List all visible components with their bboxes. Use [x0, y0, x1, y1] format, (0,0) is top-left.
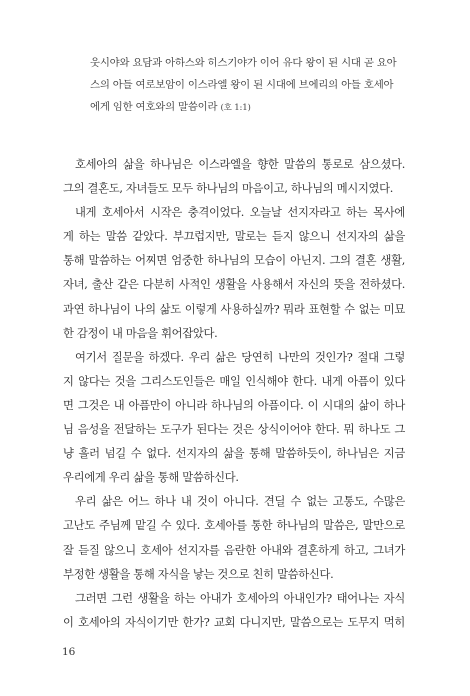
text-line: 이 호세아의 자식이기만 한가? 교회 다니지만, 말씀으로는 도무지 먹히 — [63, 615, 405, 629]
epigraph-quote — [90, 52, 410, 119]
text-line: 그의 결혼도, 자녀들도 모두 하나님의 마음이고, 하나님의 메시지였다. — [63, 182, 394, 196]
text-line: 여기서 질문을 하겠다. 우리 삶은 당연히 나만의 것인가? 절대 그렇 — [75, 350, 405, 364]
text-line: 과연 하나님이 나의 삶도 이렇게 사용하실까? 뭐라 표현할 수 없는 미묘 — [63, 302, 405, 316]
paragraph-5 — [63, 587, 405, 635]
text-line: 면 그것은 내 아픔만이 아니라 하나님의 아픔이다. 이 시대의 삶이 하나 — [63, 398, 405, 412]
quote-line-text: 에게 임한 여호와의 말씀이라 — [90, 101, 218, 113]
text-line: 게 하는 말씀 같았다. 부끄럽지만, 말로는 듣지 않으니 선지자의 삶을 — [63, 230, 405, 244]
quote-reference: (호 1:1) — [220, 103, 251, 113]
quote-line: 웃시야와 요담과 아하스와 히스기야가 이어 유다 왕이 된 시대 곧 요아 — [90, 57, 397, 69]
text-line: 자녀, 출산 같은 다분히 사적인 생활을 사용해서 자신의 뜻을 전하셨다. — [63, 278, 405, 292]
text-line: 우리 삶은 어느 하나 내 것이 아니다. 견딜 수 없는 고통도, 수많은 — [75, 495, 405, 509]
text-line: 냥 흘러 넘길 수 없다. 선지자의 삶을 통해 말씀하듯이, 하나님은 지금 — [63, 447, 405, 461]
text-line: 호세아의 삶을 하나님은 이스라엘을 향한 말씀의 통로로 삼으셨다. — [75, 158, 405, 171]
paragraph-1 — [63, 153, 405, 201]
quote-line: 스의 아들 여로보암이 이스라엘 왕이 된 시대에 브에리의 아들 호세아 — [90, 79, 394, 91]
text-line: 우리에게 우리 삶을 통해 말씀하신다. — [63, 471, 239, 485]
body-text — [63, 153, 405, 635]
text-line: 고난도 주님께 맡길 수 있다. 호세아를 통한 하나님의 말씀은, 말만으로 — [63, 519, 405, 533]
page-number: 16 — [62, 646, 76, 658]
paragraph-2 — [63, 201, 405, 346]
paragraph-3 — [63, 346, 405, 491]
text-line: 님 음성을 전달하는 도구가 된다는 것은 상식이어야 한다. 뭐 하나도 그 — [63, 423, 405, 437]
quote-line-last — [90, 96, 410, 119]
paragraph-4 — [63, 490, 405, 586]
text-line: 통해 말씀하는 어찌면 엄중한 하나님의 모습이 아닌지. 그의 결혼 생활, — [63, 254, 405, 268]
text-line: 그러면 그런 생활을 하는 아내가 호세아의 아내인가? 태어나는 자식 — [75, 591, 405, 605]
text-line: 지 않다는 것을 그리스도인들은 매일 인식해야 한다. 내게 아픔이 있다 — [63, 374, 405, 388]
text-line: 잘 듣질 않으니 호세아 선지자를 음란한 아내와 결혼하게 하고, 그녀가 — [63, 543, 405, 557]
text-line: 한 감정이 내 마음을 휘어잡았다. — [63, 326, 218, 340]
text-line: 부정한 생활을 통해 자식을 낳는 것으로 친히 말씀하신다. — [63, 567, 334, 581]
text-line: 내게 호세아서 시작은 충격이었다. 오늘날 선지자라고 하는 목사에 — [75, 206, 405, 220]
